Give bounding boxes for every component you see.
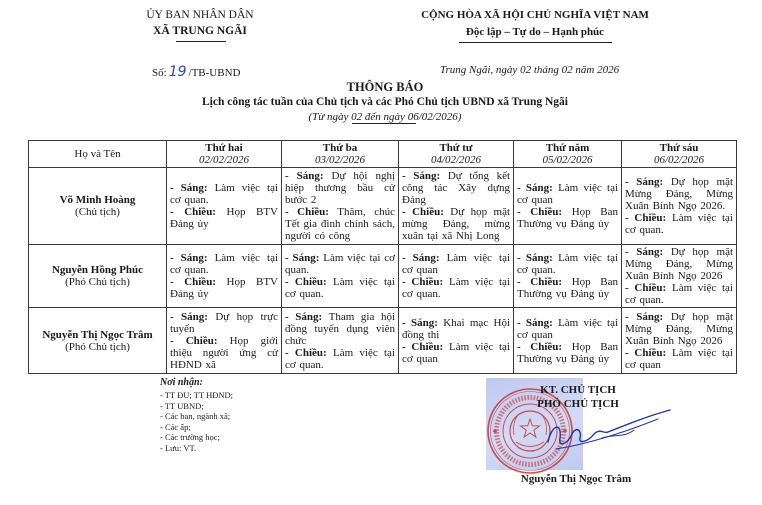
recipient-item: - Các ấp; xyxy=(160,421,191,432)
afternoon-entry xyxy=(285,276,395,300)
afternoon-activity: Dự họp mặt mừng Đảng, mừng xuân tại xã Nhị Long xyxy=(402,206,511,242)
recipient-item: - TT ĐU; TT HĐND; xyxy=(160,390,234,400)
afternoon-activity: Họp BTV Đảng ủy xyxy=(170,276,278,300)
afternoon-activity: Làm việc tại cơ quan xyxy=(625,346,733,371)
morning-entry xyxy=(285,170,395,206)
morning-entry xyxy=(402,252,510,276)
morning-activity: Làm việc tại cơ quan xyxy=(402,252,511,276)
day-date: 02/02/2026 xyxy=(198,154,250,166)
morning-activity: Làm việc tại cơ quan. xyxy=(170,252,279,276)
day-column-header xyxy=(622,141,737,168)
schedule-cell xyxy=(399,308,514,374)
schedule-cell xyxy=(622,245,737,308)
afternoon-label: - Chiều: xyxy=(170,206,216,218)
day-date: 03/02/2026 xyxy=(314,154,366,166)
morning-entry xyxy=(517,182,618,206)
afternoon-label: - Chiều: xyxy=(285,346,327,359)
agency-name-line1: ỦY BAN NHÂN DÂN xyxy=(146,9,254,21)
schedule-cell xyxy=(622,308,737,374)
afternoon-label: - Chiều: xyxy=(625,212,667,224)
schedule-cell xyxy=(514,308,622,374)
afternoon-entry xyxy=(625,347,733,371)
agency-name-line2: XÃ TRUNG NGÃI xyxy=(153,25,247,37)
official-name: Nguyễn Thị Ngọc Trâm xyxy=(42,328,153,341)
day-label: Thứ ba xyxy=(322,142,358,154)
morning-entry xyxy=(170,182,278,206)
afternoon-label: - Chiều: xyxy=(285,206,329,218)
official-name: Võ Minh Hoàng xyxy=(59,194,136,206)
morning-label: - Sáng: xyxy=(402,316,438,329)
official-cell xyxy=(29,168,167,245)
schedule-row xyxy=(29,245,737,308)
morning-activity: Làm việc tại cơ quan. xyxy=(285,252,396,276)
afternoon-activity: Họp Ban Thường vụ Đảng ủy xyxy=(517,206,618,230)
afternoon-activity: Họp Ban Thường vụ Đảng ủy xyxy=(517,340,618,365)
afternoon-label: - Chiều: xyxy=(517,340,563,353)
recipients-list xyxy=(160,390,233,453)
handwritten-signature-icon xyxy=(538,404,674,456)
morning-entry xyxy=(285,252,395,276)
title-separator-line xyxy=(352,123,416,124)
morning-label: - Sáng: xyxy=(170,182,208,194)
afternoon-entry xyxy=(170,276,278,300)
afternoon-label: - Chiều: xyxy=(402,340,444,353)
schedule-cell xyxy=(514,245,622,308)
afternoon-label: - Chiều: xyxy=(170,334,218,347)
schedule-cell xyxy=(399,245,514,308)
afternoon-activity: Họp BTV Đảng ủy xyxy=(170,206,278,230)
afternoon-entry xyxy=(285,347,395,371)
morning-activity: Dự họp mặt Mừng Đảng, Mừng Xuân Bính Ngọ 2026. xyxy=(625,176,734,212)
afternoon-label: - Chiều: xyxy=(625,346,667,359)
agency-underline xyxy=(176,41,226,42)
morning-entry xyxy=(170,311,278,335)
morning-label: - Sáng: xyxy=(285,310,323,323)
afternoon-entry xyxy=(625,282,733,306)
afternoon-entry xyxy=(402,206,510,242)
schedule-cell xyxy=(167,245,282,308)
morning-activity: Khai mạc Hội đồng thi xyxy=(402,316,511,341)
morning-label: - Sáng: xyxy=(517,252,553,264)
signature-authority: KT. CHỦ TỊCH xyxy=(540,384,616,396)
place-and-date: Trung Ngãi, ngày 02 tháng 02 năm 2026 xyxy=(440,64,620,76)
weekly-schedule-table xyxy=(28,140,737,374)
morning-entry xyxy=(517,252,618,276)
day-date: 05/02/2026 xyxy=(542,154,593,166)
official-cell xyxy=(29,308,167,374)
afternoon-label: - Chiều: xyxy=(402,206,444,218)
afternoon-activity: Họp giới thiệu người ứng cử HĐND xã xyxy=(170,334,279,371)
document-number-prefix: Số: xyxy=(152,67,167,79)
morning-entry xyxy=(625,311,733,347)
morning-activity: Tham gia hội đồng tuyển dụng viên chức xyxy=(285,310,395,347)
handwritten-number: 19 xyxy=(168,64,187,80)
morning-label: - Sáng: xyxy=(402,170,441,182)
afternoon-entry xyxy=(402,276,510,300)
name-column-header: Họ và Tên xyxy=(29,141,167,168)
day-label: Thứ sáu xyxy=(659,142,699,154)
morning-label: - Sáng: xyxy=(285,252,320,264)
morning-label: - Sáng: xyxy=(170,310,208,323)
schedule-cell xyxy=(622,168,737,245)
afternoon-entry xyxy=(517,206,618,230)
table-header-row xyxy=(29,141,737,168)
afternoon-label: - Chiều: xyxy=(517,276,563,288)
morning-activity: Dự họp mặt Mừng Đảng, Mừng Xuân Bính Ngọ 2026 xyxy=(625,310,734,347)
afternoon-entry xyxy=(402,341,510,365)
motto-underline xyxy=(459,42,612,43)
document-number xyxy=(152,64,240,81)
afternoon-entry xyxy=(517,341,618,365)
afternoon-entry xyxy=(285,206,395,242)
afternoon-label: - Chiều: xyxy=(517,206,563,218)
day-label: Thứ hai xyxy=(205,142,243,154)
afternoon-activity: Làm việc tại cơ quan xyxy=(402,340,510,365)
schedule-cell xyxy=(399,168,514,245)
official-role: (Chủ tịch) xyxy=(75,206,120,218)
afternoon-label: - Chiều: xyxy=(625,282,667,294)
afternoon-entry xyxy=(625,212,733,236)
morning-label: - Sáng: xyxy=(625,310,664,323)
morning-activity: Làm việc tại cơ quan xyxy=(517,182,619,206)
morning-label: - Sáng: xyxy=(517,182,553,194)
national-motto: Độc lập – Tự do – Hạnh phúc xyxy=(465,26,605,38)
morning-activity: Dự họp mặt Mừng Đảng, Mừng Xuân Bính Ngọ 2026 xyxy=(625,246,734,282)
afternoon-activity: Thăm, chúc Tết gia đình chính sách, người có công xyxy=(285,206,395,242)
schedule-cell xyxy=(282,245,399,308)
morning-entry xyxy=(625,176,733,212)
afternoon-label: - Chiều: xyxy=(285,276,327,288)
morning-entry xyxy=(402,170,510,206)
recipient-item: - Các ban, ngành xã; xyxy=(160,411,231,421)
signer-name: Nguyễn Thị Ngọc Trâm xyxy=(520,473,632,485)
morning-entry xyxy=(517,317,618,341)
signature-position: PHÓ CHỦ TỊCH xyxy=(537,398,619,410)
morning-entry xyxy=(170,252,278,276)
schedule-cell xyxy=(514,168,622,245)
morning-label: - Sáng: xyxy=(170,252,208,264)
afternoon-label: - Chiều: xyxy=(170,276,216,288)
morning-entry xyxy=(402,317,510,341)
schedule-row xyxy=(29,168,737,245)
schedule-cell xyxy=(282,308,399,374)
afternoon-activity: Làm việc tại cơ quan. xyxy=(402,276,510,300)
recipient-item: - TT UBND; xyxy=(160,400,204,411)
national-title: CỘNG HÒA XÃ HỘI CHỦ NGHĨA VIỆT NAM xyxy=(421,9,649,21)
morning-activity: Dự hội nghị hiệp thương bầu cử bước 2 xyxy=(285,170,396,206)
morning-label: - Sáng: xyxy=(625,176,664,188)
official-role: (Phó Chủ tịch) xyxy=(65,340,130,353)
day-column-header xyxy=(514,141,622,168)
day-column-header xyxy=(167,141,282,168)
afternoon-activity: Họp Ban Thường vụ Đảng ủy xyxy=(517,276,618,300)
morning-label: - Sáng: xyxy=(517,316,553,329)
afternoon-entry xyxy=(170,335,278,371)
morning-activity: Dự họp trực tuyến xyxy=(170,310,279,335)
day-date: 04/02/2026 xyxy=(430,154,482,166)
morning-entry xyxy=(625,246,733,282)
document-subtitle: Lịch công tác tuần của Chủ tịch và các Phó Chủ tịch UBND xã Trung Ngãi xyxy=(201,96,568,108)
official-name: Nguyễn Hồng Phúc xyxy=(51,264,144,276)
day-label: Thứ năm xyxy=(545,142,590,154)
afternoon-activity: Làm việc tại cơ quan. xyxy=(625,212,733,236)
recipients-title: Nơi nhận: xyxy=(160,377,203,388)
afternoon-activity: Làm việc tại cơ quan. xyxy=(285,346,395,371)
schedule-period: (Từ ngày 02 đến ngày 06/02/2026) xyxy=(308,111,462,123)
recipient-item: - Các trường học; xyxy=(160,432,220,442)
official-cell xyxy=(29,245,167,308)
day-column-header xyxy=(282,141,399,168)
afternoon-label: - Chiều: xyxy=(402,276,444,288)
document-title: THÔNG BÁO xyxy=(346,80,424,94)
morning-activity: Làm việc tại cơ quan. xyxy=(517,252,619,276)
morning-entry xyxy=(285,311,395,347)
schedule-row xyxy=(29,308,737,374)
schedule-cell xyxy=(167,308,282,374)
morning-label: - Sáng: xyxy=(285,170,324,182)
document-number-suffix: /TB-UBND xyxy=(188,67,241,79)
morning-activity: Làm việc tại cơ quan xyxy=(517,316,619,341)
morning-label: - Sáng: xyxy=(625,246,664,258)
day-label: Thứ tư xyxy=(439,142,473,154)
afternoon-entry xyxy=(517,276,618,300)
schedule-cell xyxy=(167,168,282,245)
morning-activity: Làm việc tại cơ quan. xyxy=(170,182,279,206)
schedule-cell xyxy=(282,168,399,245)
afternoon-activity: Làm việc tại cơ quan. xyxy=(625,282,733,306)
day-date: 06/02/2026 xyxy=(653,154,705,166)
official-role: (Phó Chủ tịch) xyxy=(65,276,130,288)
day-column-header xyxy=(399,141,514,168)
afternoon-activity: Làm việc tại cơ quan. xyxy=(285,276,395,300)
afternoon-entry xyxy=(170,206,278,230)
table-body xyxy=(29,168,737,374)
morning-label: - Sáng: xyxy=(402,252,440,264)
recipient-item: - Lưu: VT. xyxy=(160,442,197,453)
morning-activity: Dự tổng kết công tác Xây dựng Đảng xyxy=(402,170,511,206)
